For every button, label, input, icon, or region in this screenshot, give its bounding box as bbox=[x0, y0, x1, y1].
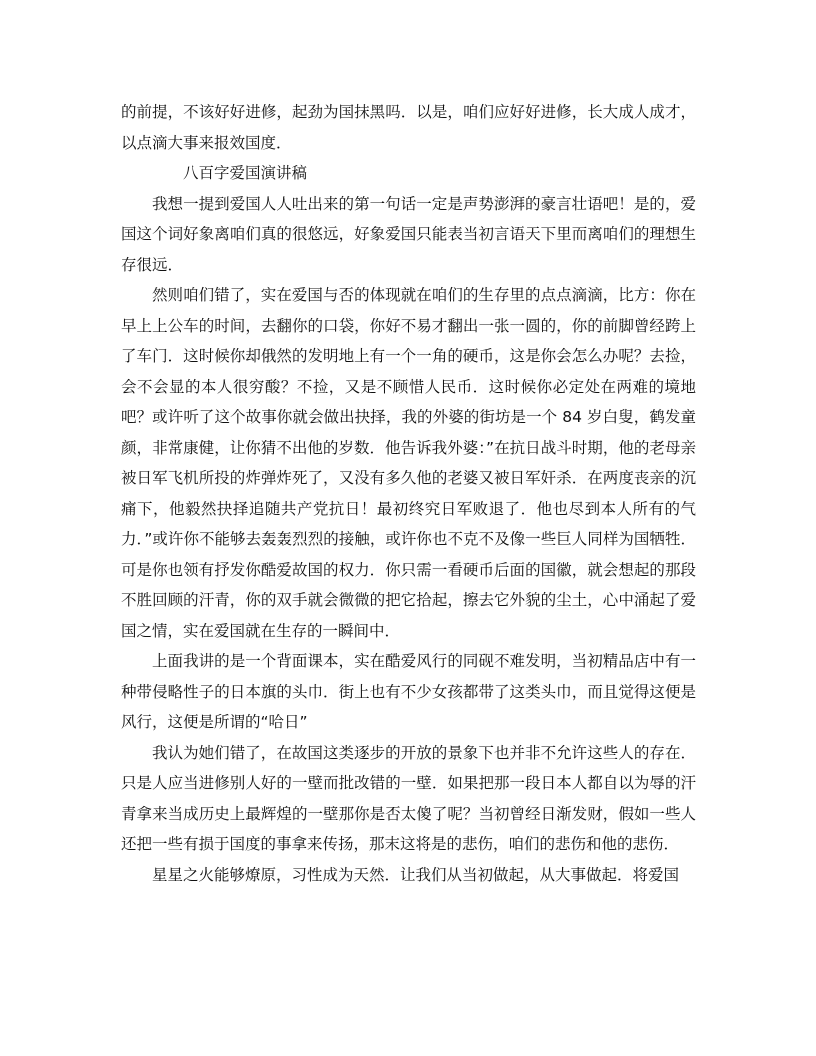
paragraph-continuation: 的前提，不该好好进修，起劲为国抹黑吗．以是，咱们应好好进修，长大成人成才，以点滴大事来报效国度． bbox=[121, 103, 696, 152]
document-body bbox=[121, 97, 696, 890]
paragraph-5: 星星之火能够燎原，习性成为天然．让我们从当初做起，从大事做起．将爱国 bbox=[152, 865, 680, 884]
paragraph-1: 我想一提到爱国人人吐出来的第一句话一定是声势澎湃的豪言壮语吧！是的，爱国这个词好象离咱们真的很悠远，好象爱国只能表当初言语天下里而离咱们的理想生存很远． bbox=[121, 194, 696, 274]
paragraph-4: 我认为她们错了，在故国这类逐步的开放的景象下也并非不允许这些人的存在．只是人应当进修别人好的一壁而批改错的一壁．如果把那一段日本人都自以为辱的汗青拿来当成历史上最辉煌的一壁那你是否太傻了呢？当初曾经日渐发财，假如一些人还把一些有损于国度的事拿来传扬，那末这将是的悲伤，咱们的悲伤和他的悲伤． bbox=[121, 743, 696, 853]
section-title: 八百字爱国演讲稿 bbox=[183, 164, 308, 182]
paragraph-3: 上面我讲的是一个背面课本，实在酷爱风行的同砚不难发明，当初精品店中有一种带侵略性子的日本旗的头巾．街上也有不少女孩都带了这类头巾，而且觉得这便是风行，这便是所谓的“哈日” bbox=[121, 652, 696, 731]
paragraph-2: 然则咱们错了，实在爱国与否的体现就在咱们的生存里的点点滴滴，比方：你在早上上公车的时间，去翻你的口袋，你好不易才翻出一张一圆的，你的前脚曾经跨上了车门．这时候你却俄然的发明地上有一个一角的硬币，这是你会怎么办呢？去捡，会不会显的本人很穷酸？不捡，又是不顾惜人民币．这时候你必定处在两难的境地吧？或许听了这个故事你就会做出抉择，我的外婆的街坊是一个 84 岁白叟，鹤发童颜，非常康健，让你猜不出他的岁数．他告诉我外婆：”在抗日战斗时期，他的老母亲被日军飞机所投的炸弹炸死了，又没有多久他的老婆又被日军奸杀．在两度丧亲的沉痛下，他毅然抉择追随共产党抗日！最初终究日军败退了．他也尽到本人所有的气力．”或许你不能够去轰轰烈烈的接触，或许你也不克不及像一些巨人同样为国牺牲．可是你也领有抒发你酷爱故国的权力．你只需一看硬币后面的国徽，就会想起的那段不胜回顾的汗青，你的双手就会微微的把它拾起，擦去它外貌的尘土，心中涌起了爱国之情，实在爱国就在生存的一瞬间中． bbox=[121, 286, 696, 640]
